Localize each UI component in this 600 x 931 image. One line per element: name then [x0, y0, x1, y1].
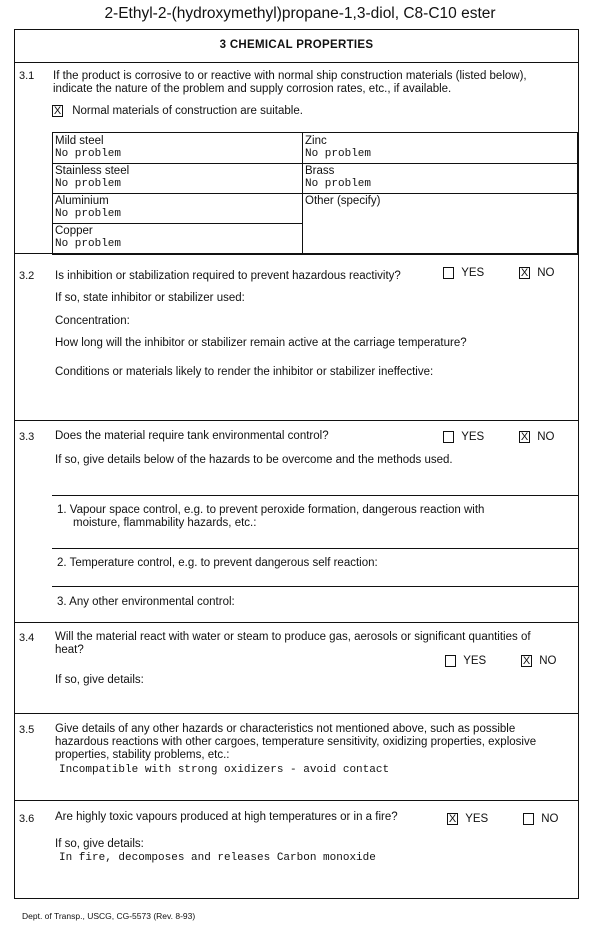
q32-no-label: NO — [537, 267, 555, 280]
q35-line2: hazardous reactions with other cargoes, temperature sensitivity, oxidizing properties, explosive — [55, 736, 537, 748]
q36-no-checkbox[interactable] — [523, 813, 534, 825]
q33-yes-label: YES — [461, 431, 485, 444]
material-name: Aluminium — [55, 195, 109, 207]
q34-yes-label: YES — [463, 655, 487, 668]
material-value: No problem — [55, 178, 122, 190]
divider — [15, 420, 578, 421]
material-name: Brass — [305, 165, 335, 177]
q33-yes-checkbox[interactable] — [443, 431, 454, 443]
q34-no-label: NO — [539, 655, 557, 668]
q36-no-label: NO — [541, 813, 559, 826]
q33-item3: 3. Any other environmental control: — [57, 596, 235, 608]
material-cell — [55, 135, 121, 161]
q31-number: 3.1 — [19, 70, 35, 82]
material-name: Stainless steel — [55, 165, 130, 177]
form-frame — [14, 29, 579, 899]
material-cell — [55, 195, 121, 221]
q35-text — [55, 723, 577, 762]
material-cell — [305, 135, 371, 161]
q32-number: 3.2 — [19, 270, 35, 282]
q34-line1: Will the material react with water or steam to produce gas, aerosols or significant quantities of — [55, 631, 531, 643]
q32-yes-checkbox[interactable] — [443, 267, 454, 279]
q36-answer: In fire, decomposes and releases Carbon monoxide — [59, 852, 376, 864]
q33-question: Does the material require tank environmental control? — [55, 430, 329, 442]
q32-question: Is inhibition or stabilization required to prevent hazardous reactivity? — [55, 270, 401, 282]
q34-text — [55, 631, 575, 657]
q32-howlong-line: How long will the inhibitor or stabilizer remain active at the carriage temperature? — [55, 337, 467, 349]
q36-yes-label: YES — [465, 813, 489, 826]
q35-line3: properties, stability problems, etc.: — [55, 749, 230, 761]
q33-no-checkbox[interactable]: X — [520, 431, 529, 443]
q32-inhibitor-line: If so, state inhibitor or stabilizer used: — [55, 292, 245, 304]
q32-conditions-line: Conditions or materials likely to render the inhibitor or stabilizer ineffective: — [55, 366, 434, 378]
q34-no-option — [521, 655, 556, 667]
q31-line2: indicate the nature of the problem and supply corrosion rates, etc., if available. — [53, 83, 452, 95]
q33-no-option — [519, 431, 554, 443]
divider — [15, 253, 578, 254]
material-value: No problem — [55, 148, 122, 160]
material-value: No problem — [305, 148, 372, 160]
q35-answer: Incompatible with strong oxidizers - avoid contact — [59, 764, 390, 776]
q31-suitable-label: Normal materials of construction are suitable. — [72, 105, 303, 118]
q32-no-option — [519, 267, 554, 279]
divider — [15, 622, 578, 623]
material-value: No problem — [55, 208, 122, 220]
q33-item1-line2: moisture, flammability hazards, etc.: — [73, 517, 257, 529]
q33-item1 — [57, 504, 572, 530]
q31-line1: If the product is corrosive to or reactive with normal ship construction materials (listed below), — [53, 70, 527, 82]
q36-details-line: If so, give details: — [55, 838, 144, 850]
material-cell — [305, 165, 371, 191]
q36-yes-option — [447, 813, 488, 825]
q31-text — [53, 70, 573, 96]
q31-suitable-row — [52, 105, 303, 117]
q34-yes-checkbox[interactable] — [445, 655, 456, 667]
q31-suitable-checkbox[interactable]: X — [53, 105, 62, 117]
q33-yes-option — [443, 431, 484, 443]
materials-grid — [52, 132, 578, 255]
q36-question: Are highly toxic vapours produced at high temperatures or in a fire? — [55, 811, 398, 823]
q36-no-option — [523, 813, 558, 825]
q32-yes-label: YES — [461, 267, 485, 280]
q35-line1: Give details of any other hazards or characteristics not mentioned above, such as possible — [55, 723, 516, 735]
material-cell — [305, 195, 380, 208]
divider — [15, 713, 578, 714]
q34-line2: heat? — [55, 644, 84, 656]
material-value: No problem — [55, 238, 122, 250]
section-header: 3 CHEMICAL PROPERTIES — [219, 39, 374, 51]
q32-yes-option — [443, 267, 484, 279]
q33-number: 3.3 — [19, 431, 35, 443]
document-title: 2-Ethyl-2-(hydroxymethyl)propane-1,3-diol, C8-C10 ester — [104, 5, 496, 22]
divider — [52, 548, 578, 549]
q33-item1-line1: 1. Vapour space control, e.g. to prevent peroxide formation, dangerous reaction with — [57, 504, 485, 516]
divider — [52, 586, 578, 587]
form-footer: Dept. of Transp., USCG, CG-5573 (Rev. 8-93) — [22, 911, 196, 921]
material-value: No problem — [305, 178, 372, 190]
material-name: Copper — [55, 225, 93, 237]
material-name: Other (specify) — [305, 195, 381, 207]
material-cell — [55, 165, 129, 191]
q36-number: 3.6 — [19, 813, 35, 825]
q33-item2: 2. Temperature control, e.g. to prevent dangerous self reaction: — [57, 557, 378, 569]
material-name: Zinc — [305, 135, 327, 147]
q32-concentration-line: Concentration: — [55, 315, 130, 327]
q35-number: 3.5 — [19, 724, 35, 736]
q33-details-line: If so, give details below of the hazards to be overcome and the methods used. — [55, 454, 453, 466]
q34-yes-option — [445, 655, 486, 667]
material-cell — [55, 225, 121, 251]
material-name: Mild steel — [55, 135, 104, 147]
q34-number: 3.4 — [19, 632, 35, 644]
q33-no-label: NO — [537, 431, 555, 444]
divider — [15, 800, 578, 801]
q32-no-checkbox[interactable]: X — [520, 267, 529, 279]
q34-no-checkbox[interactable]: X — [522, 655, 531, 667]
divider — [15, 62, 578, 63]
q36-yes-checkbox[interactable]: X — [448, 813, 457, 825]
divider — [52, 495, 578, 496]
q34-details-line: If so, give details: — [55, 674, 144, 686]
